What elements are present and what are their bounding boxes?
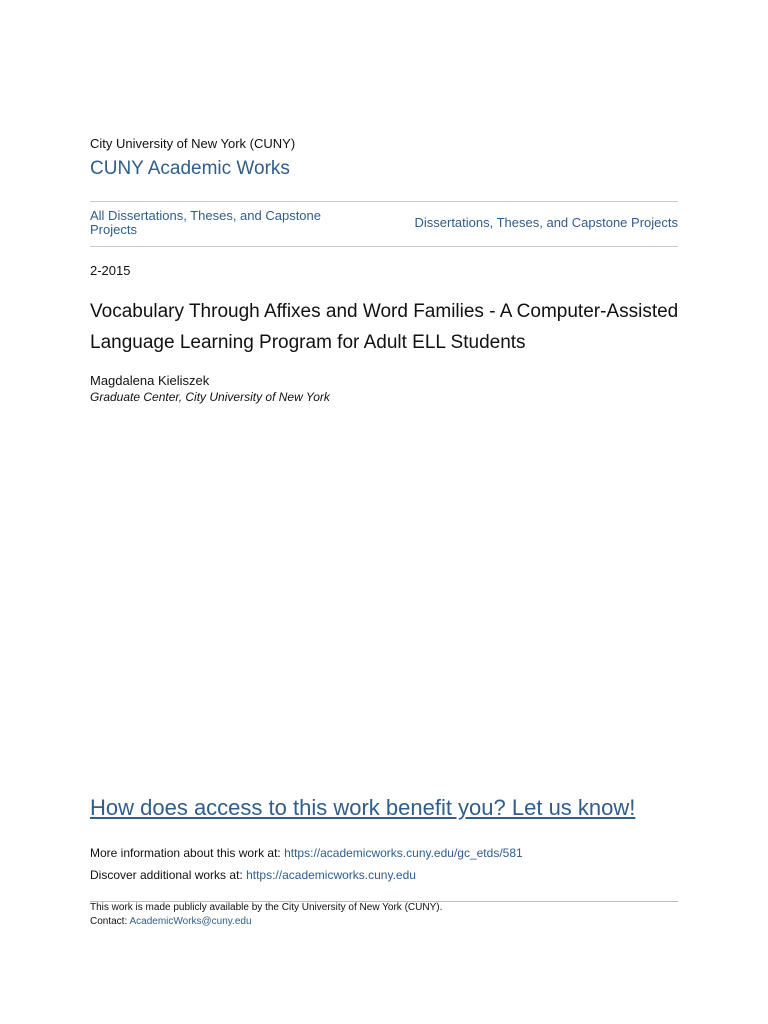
feedback-link[interactable]: How does access to this work benefit you? Let us know! <box>90 795 636 820</box>
repository-url-link[interactable]: https://academicworks.cuny.edu <box>246 868 416 882</box>
divider-middle <box>90 246 678 247</box>
contact-email-link[interactable]: AcademicWorks@cuny.edu <box>129 916 252 927</box>
document-title: Vocabulary Through Affixes and Word Families - A Computer-Assisted Language Learning Program for Adult ELL Students <box>90 301 679 353</box>
discover-line <box>90 868 416 882</box>
divider-top <box>90 201 678 202</box>
author-name: Magdalena Kieliszek <box>90 373 210 388</box>
contact-line <box>90 916 252 927</box>
institution-name: City University of New York (CUNY) <box>90 136 296 151</box>
discover-label: Discover additional works at: <box>90 868 247 882</box>
availability-note: This work is made publicly available by the City University of New York (CUNY). <box>90 902 443 913</box>
contact-label: Contact: <box>90 916 130 927</box>
collection-link[interactable]: All Dissertations, Theses, and Capstone Projects <box>90 208 321 237</box>
author-affiliation: Graduate Center, City University of New York <box>90 390 330 404</box>
repository-link[interactable]: CUNY Academic Works <box>90 158 290 179</box>
series-link[interactable]: Dissertations, Theses, and Capstone Projects <box>414 215 678 230</box>
more-info-label: More information about this work at: <box>90 846 285 860</box>
more-info-line <box>90 846 523 860</box>
publication-date: 2-2015 <box>90 263 131 278</box>
work-url-link[interactable]: https://academicworks.cuny.edu/gc_etds/581 <box>284 846 523 860</box>
